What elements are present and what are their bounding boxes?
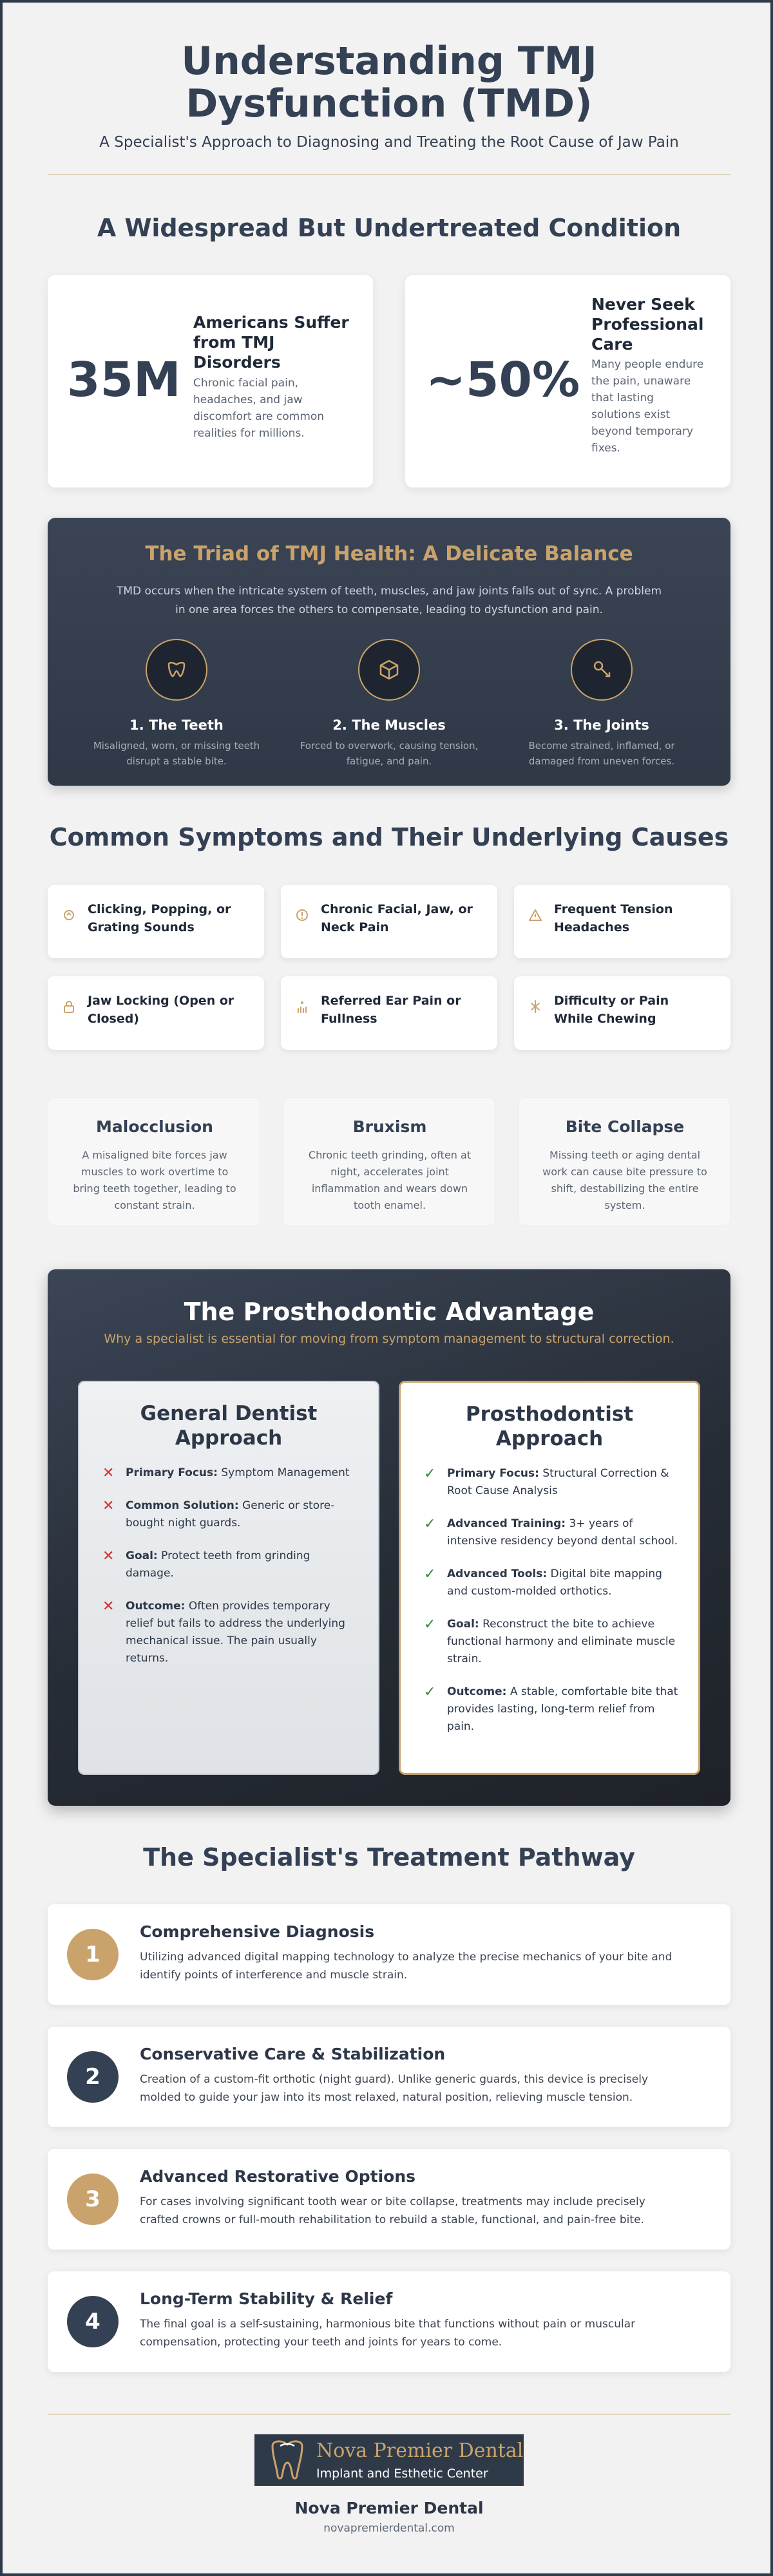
stat-heading: Americans Suffer from TMJ Disorders <box>193 313 349 372</box>
comparison-item: ✕ Goal: Protect teeth from grinding damage. <box>102 1548 310 1580</box>
ear-icon <box>295 999 309 1014</box>
comparison-item: ✓ Advanced Tools: Digital bite mapping and custom-molded orthotics. <box>424 1566 662 1598</box>
comparison-item: ✓ Outcome: A stable, comfortable bite that provides lasting, long-term relief from pain. <box>424 1684 678 1733</box>
cause-title: Bruxism <box>352 1117 427 1136</box>
prosthodontist-list <box>424 1465 682 1751</box>
check-icon: ✓ <box>424 1616 436 1633</box>
logo-name: Nova Premier Dental <box>316 2439 524 2462</box>
warning-icon <box>528 908 542 922</box>
step-text: Creation of a custom-fit orthotic (night guard). Unlike generic guards, this device is precisely molded to guide your jaw into its most relaxed, natural position, relieving muscle tension. <box>140 2073 649 2104</box>
pain-icon <box>295 908 309 922</box>
symptom-card <box>514 976 730 1050</box>
advantage-title: The Prosthodontic Advantage <box>184 1298 595 1326</box>
symptom-text: Chronic Facial, Jaw, or Neck Pain <box>321 902 473 934</box>
symptom-card <box>514 885 730 958</box>
pathway-step <box>48 2271 730 2372</box>
symptom-text: Difficulty or Pain While Chewing <box>554 994 669 1026</box>
cross-icon: ✕ <box>102 1548 115 1564</box>
cause-card-bite-collapse <box>518 1097 730 1226</box>
comparison-item: ✕ Common Solution: Generic or store-bought night guards. <box>102 1498 335 1530</box>
symptom-text: Clicking, Popping, or Grating Sounds <box>88 902 231 934</box>
triad-text: Become strained, inflamed, or damaged from uneven forces. <box>528 740 675 767</box>
lock-icon <box>62 999 76 1014</box>
step-title: Advanced Restorative Options <box>140 2167 415 2186</box>
advantage-subtitle: Why a specialist is essential for moving from symptom management to structural correction. <box>104 1332 674 1346</box>
symptom-text: Jaw Locking (Open or Closed) <box>88 994 234 1026</box>
cross-icon: ✕ <box>102 1465 115 1481</box>
footer-practice-name: Nova Premier Dental <box>294 2499 484 2517</box>
symptom-card <box>48 976 264 1050</box>
triad-text: Misaligned, worn, or missing teeth disrupt a stable bite. <box>93 740 260 767</box>
triad-label: 2. The Muscles <box>332 717 446 733</box>
chewing-icon <box>528 999 542 1014</box>
pathway-step <box>48 2149 730 2249</box>
step-number: 2 <box>67 2051 119 2103</box>
step-number: 3 <box>67 2174 119 2225</box>
stat-card-never-seek-care <box>405 275 730 488</box>
symptoms-section-title: Common Symptoms and Their Underlying Causes <box>49 823 729 851</box>
step-title: Conservative Care & Stabilization <box>140 2045 446 2063</box>
logo <box>254 2434 524 2486</box>
symptom-text: Referred Ear Pain or Fullness <box>321 994 461 1026</box>
stat-description: Chronic facial pain, headaches, and jaw discomfort are common realities for millions. <box>193 377 325 440</box>
symptom-card <box>281 976 497 1050</box>
triad-text: Forced to overwork, causing tension, fatigue, and pain. <box>300 740 479 767</box>
page-title: Understanding TMJ Dysfunction (TMD) <box>181 39 597 126</box>
comparison-item: ✕ Primary Focus: Symptom Management <box>102 1465 350 1481</box>
check-icon: ✓ <box>424 1516 436 1532</box>
tooth-logo-icon <box>267 2439 307 2481</box>
cause-text: Chronic teeth grinding, often at night, accelerates joint inflammation and wears down tooth enamel. <box>308 1149 472 1211</box>
triad-item-teeth <box>80 639 273 769</box>
pathway-step <box>48 2027 730 2127</box>
logo-tagline: Implant and Esthetic Center <box>316 2467 488 2481</box>
footer-website-link[interactable]: novapremierdental.com <box>323 2522 455 2535</box>
footer-divider <box>48 2414 730 2415</box>
step-number: 1 <box>67 1929 119 1980</box>
comparison-item: ✕ Outcome: Often provides temporary relief but fails to address the underlying mechanical issue. The pain usually returns. <box>102 1598 345 1665</box>
check-icon: ✓ <box>424 1566 436 1582</box>
stat-description: Many people endure the pain, unaware that lasting solutions exist beyond temporary fixes. <box>591 358 704 455</box>
page-subtitle: A Specialist's Approach to Diagnosing and Treating the Root Cause of Jaw Pain <box>99 134 679 151</box>
cause-title: Malocclusion <box>96 1117 213 1136</box>
condition-section-title: A Widespread But Undertreated Condition <box>97 214 682 242</box>
triad-title: The Triad of TMJ Health: A Delicate Balance <box>145 542 633 565</box>
symptom-card <box>48 885 264 958</box>
prosthodontist-card <box>399 1381 700 1775</box>
cube-icon <box>358 639 420 701</box>
step-text: Utilizing advanced digital mapping technology to analyze the precise mechanics of your bite and identify points of interference and muscle strain. <box>140 1951 673 1982</box>
check-icon: ✓ <box>424 1466 436 1482</box>
stat-card-americans <box>48 275 373 488</box>
step-text: The final goal is a self-sustaining, harmonious bite that functions without pain or muscular compensation, protecting your teeth and joints for years to come. <box>140 2318 636 2349</box>
stat-value: 35M <box>67 352 181 408</box>
triad-label: 3. The Joints <box>554 717 649 733</box>
step-title: Comprehensive Diagnosis <box>140 1922 375 1941</box>
stat-value: ~50% <box>426 352 580 408</box>
triad-item-joints <box>505 639 698 769</box>
comparison-item: ✓ Advanced Training: 3+ years of intensive residency beyond dental school. <box>424 1516 678 1548</box>
general-dentist-card <box>78 1381 379 1775</box>
step-text: For cases involving significant tooth wear or bite collapse, treatments may include precisely crafted crowns or full-mouth rehabilitation to rebuild a stable, functional, and pain-free bite. <box>140 2195 645 2226</box>
triad-panel <box>48 518 730 786</box>
general-dentist-title: General Dentist Approach <box>140 1402 318 1450</box>
cross-icon: ✕ <box>102 1498 115 1514</box>
cause-text: Missing teeth or aging dental work can cause bite pressure to shift, destabilizing the entire system. <box>542 1149 707 1211</box>
cause-card-bruxism <box>283 1097 495 1226</box>
teeth-icon <box>146 639 207 701</box>
comparison-item: ✓ Primary Focus: Structural Correction & Root Cause Analysis <box>424 1466 669 1497</box>
check-icon: ✓ <box>424 1684 436 1700</box>
pathway-section-title: The Specialist's Treatment Pathway <box>143 1843 635 1871</box>
pathway-step <box>48 1904 730 2005</box>
general-dentist-list <box>102 1464 360 1683</box>
header-divider <box>48 174 730 175</box>
step-number: 4 <box>67 2296 119 2347</box>
symptom-text: Frequent Tension Headaches <box>554 902 673 934</box>
cause-card-malocclusion <box>48 1097 260 1226</box>
triad-description: TMD occurs when the intricate system of teeth, muscles, and jaw joints falls out of sync. A problem in one area forces the others to compensate, leading to dysfunction and pain. <box>116 585 662 616</box>
triad-item-muscles <box>292 639 486 769</box>
cross-icon: ✕ <box>102 1598 115 1615</box>
stat-heading: Never Seek Professional Care <box>591 295 704 354</box>
advantage-panel <box>48 1269 730 1806</box>
joint-icon <box>571 639 633 701</box>
prosthodontist-title: Prosthodontist Approach <box>465 1403 634 1450</box>
cause-title: Bite Collapse <box>565 1117 685 1136</box>
comparison-item: ✓ Goal: Reconstruct the bite to achieve functional harmony and eliminate muscle strain. <box>424 1616 676 1665</box>
step-title: Long-Term Stability & Relief <box>140 2289 393 2308</box>
sound-icon <box>62 908 76 922</box>
triad-label: 1. The Teeth <box>129 717 224 733</box>
cause-text: A misaligned bite forces jaw muscles to work overtime to bring teeth together, leading to constant strain. <box>73 1149 236 1211</box>
symptom-card <box>281 885 497 958</box>
